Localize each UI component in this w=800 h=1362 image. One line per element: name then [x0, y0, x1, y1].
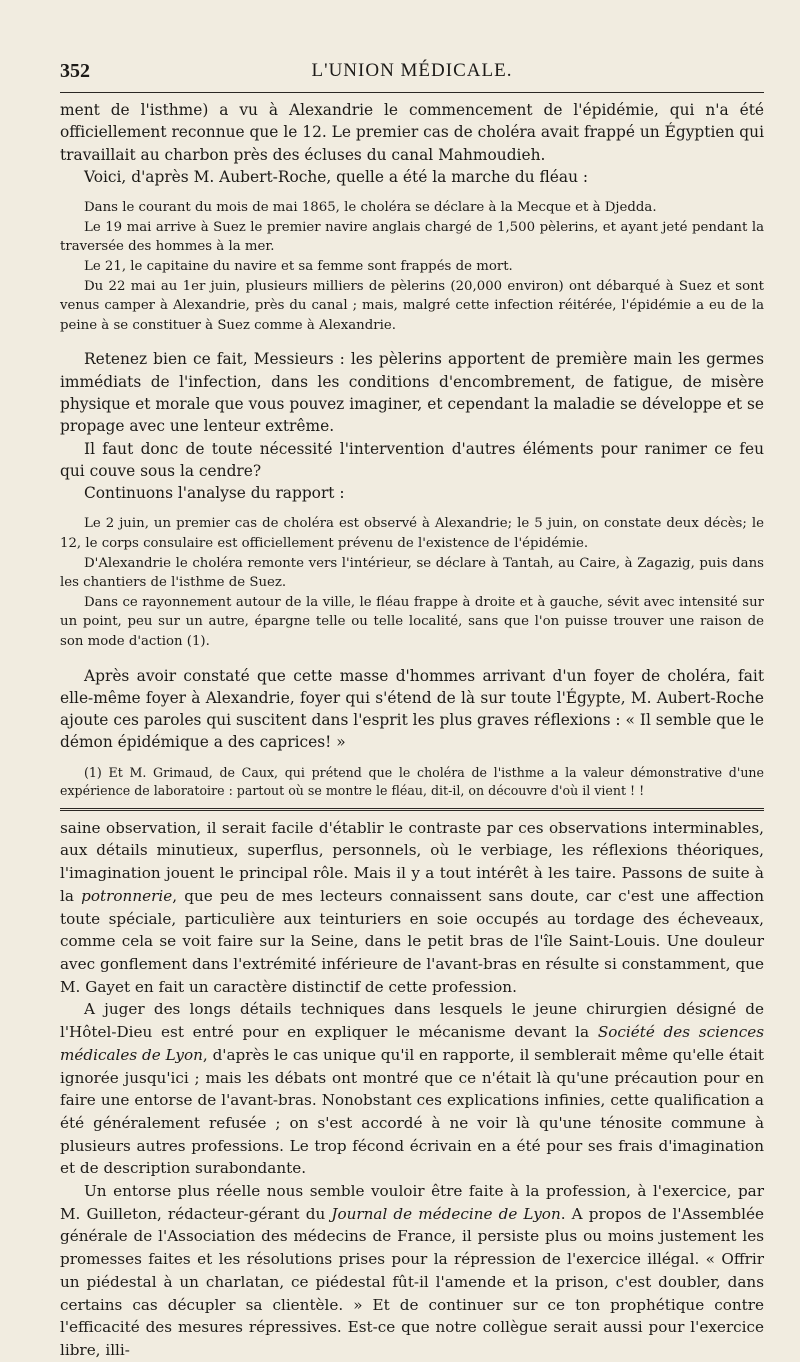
- paragraph: Retenez bien ce fait, Messieurs : les pèlerins apportent de première main les germes immédiats de l'infection, dans les conditions d'encombrement, de fatigue, de misère physique et morale que vous pouvez imaginer, et cependant la maladie se développe et se propage avec une lenteur extrême.: [60, 350, 764, 436]
- closing-section: [60, 665, 764, 754]
- text-run: saine observation, il serait facile d'établir le contraste par ces observations interminables, aux détails minutieux, superflus, personnels, où le verbiage, les réflexions théoriques, l'imagination jouent le principal rôle. Mais il y a tout intérêt à les taire. Passons de suite à la: [60, 818, 764, 905]
- report-quote-1: [60, 198, 764, 335]
- quote-paragraph: Dans le courant du mois de mai 1865, le choléra se déclare à la Mecque et à Djedda.: [84, 200, 657, 216]
- page-header: [60, 56, 764, 86]
- paragraph: Voici, d'après M. Aubert-Roche, quelle a été la marche du fléau :: [84, 167, 589, 186]
- quote-paragraph: Le 19 mai arrive à Suez le premier navire anglais chargé de 1,500 pèlerins, et ayant jeté pendant la traversée des hommes à la mer.: [60, 219, 764, 255]
- paragraph: Après avoir constaté que cette masse d'hommes arrivant d'un foyer de choléra, fait elle-même foyer à Alexandrie, foyer qui s'étend de là sur toute l'Égypte, M. Aubert-Roche ajoute ces paroles qui suscitent dans l'esprit les plus graves réflexions : « Il semble que le démon épidémique a des caprices! »: [60, 666, 764, 752]
- top-section: [60, 99, 764, 188]
- report-quote-2: [60, 514, 764, 651]
- quote-paragraph: Dans ce rayonnement autour de la ville, le fléau frappe à droite et à gauche, sévit avec intensité sur un point, peu sur un autre, épargne telle ou telle localité, sans que l'on puisse trouver une raison de son mode d'action (1).: [60, 594, 764, 649]
- emphasis: potronnerie: [81, 886, 173, 905]
- paragraph: Il faut donc de toute nécessité l'intervention d'autres éléments pour ranimer ce feu qui couve sous la cendre?: [60, 439, 764, 480]
- paragraph: [60, 1180, 764, 1362]
- text-run: , que peu de mes lecteurs connaissent sans doute, car c'est une affection toute spéciale, particulière aux teinturiers en soie occupés au tordage des écheveaux, comme cela se voit faire sur la Seine, dans le petit bras de l'île Saint-Louis. Une douleur avec gonflement dans l'extrémité inférieure de l'avant-bras en résulte si constamment, que M. Gayet en fait un caractère distinctif de cette profession.: [60, 886, 764, 996]
- text-run: A juger des longs détails techniques dans lesquels le jeune chirurgien désigné de l'Hôtel-Dieu est entré pour en expliquer le mécanisme devant la: [60, 1000, 764, 1042]
- quote-paragraph: Du 22 mai au 1er juin, plusieurs milliers de pèlerins (20,000 environ) ont débarqué à Suez et sont venus camper à Alexandrie, près du canal ; mais, malgré cette infection réitérée, l'épidémie a eu de la peine à se constituer à Suez comme à Alexandrie.: [60, 278, 764, 333]
- lower-section: [60, 817, 764, 1362]
- paragraph: ment de l'isthme) a vu à Alexandrie le commencement de l'épidémie, qui n'a été officiellement reconnue que le 12. Le premier cas de choléra avait frappé un Égyptien qui travaillait au charbon près des écluses du canal Mahmoudieh.: [60, 101, 764, 164]
- page-number: 352: [60, 60, 90, 82]
- quote-paragraph: D'Alexandrie le choléra remonte vers l'intérieur, se déclare à Tantah, au Caire, à Zagazig, puis dans les chantiers de l'isthme de Suez.: [60, 555, 764, 591]
- header-rule: [60, 92, 764, 93]
- quote-paragraph: Le 21, le capitaine du navire et sa femme sont frappés de mort.: [84, 258, 513, 274]
- section-divider: [60, 808, 764, 811]
- text-run: . A propos de l'Assemblée générale de l'Association des médecins de France, il persiste plus ou moins justement les promesses faites et les résolutions prises pour la répression de l'exercice illégal. « Offrir un piédestal à un charlatan, ce piédestal fût-il l'amende et la prison, c'est doubler, dans certains cas décupler sa clientèle. » Et de continuer sur ce ton prophétique contre l'efficacité des mesures répressives. Est-ce que notre collègue serait aussi pour l'exercice libre, illi-: [60, 1204, 764, 1359]
- paragraph: [60, 817, 764, 999]
- text-run: Un entorse plus réelle nous semble vouloir être faite à la profession, à l'exercice, par M. Guilleton, rédacteur-gérant du: [60, 1182, 764, 1223]
- footnote: (1) Et M. Grimaud, de Caux, qui prétend que le choléra de l'isthme a la valeur démonstrative d'une expérience de laboratoire : partout où se montre le fléau, dit-il, on découvre d'où il vient ! !: [60, 764, 764, 798]
- paragraph: Continuons l'analyse du rapport :: [84, 484, 345, 503]
- text-run: , d'après le cas unique qu'il en rapporte, il semblerait même qu'elle était ignorée jusqu'ici ; mais les débats ont montré que ce n'était là qu'une précaution pour en faire une entorse de l'avant-bras. Nonobstant ces explications infinies, cette qualification a été généralement refusée ; on s'est accordé à ne voir là qu'une ténosite commune à plusieurs autres professions. Le trop fécond écrivain en a été pour ses frais d'imagination et de description surabondante.: [60, 1045, 764, 1178]
- running-title: L'UNION MÉDICALE.: [311, 60, 513, 81]
- middle-section: [60, 348, 764, 504]
- emphasis: Journal de médecine de Lyon: [331, 1204, 561, 1223]
- quote-paragraph: Le 2 juin, un premier cas de choléra est observé à Alexandrie; le 5 juin, on constate deux décès; le 12, le corps consulaire est officiellement prévenu de l'existence de l'épidémie.: [60, 516, 764, 552]
- emphasis: Société des sciences médicales de Lyon: [60, 1023, 764, 1064]
- paragraph: [60, 998, 764, 1180]
